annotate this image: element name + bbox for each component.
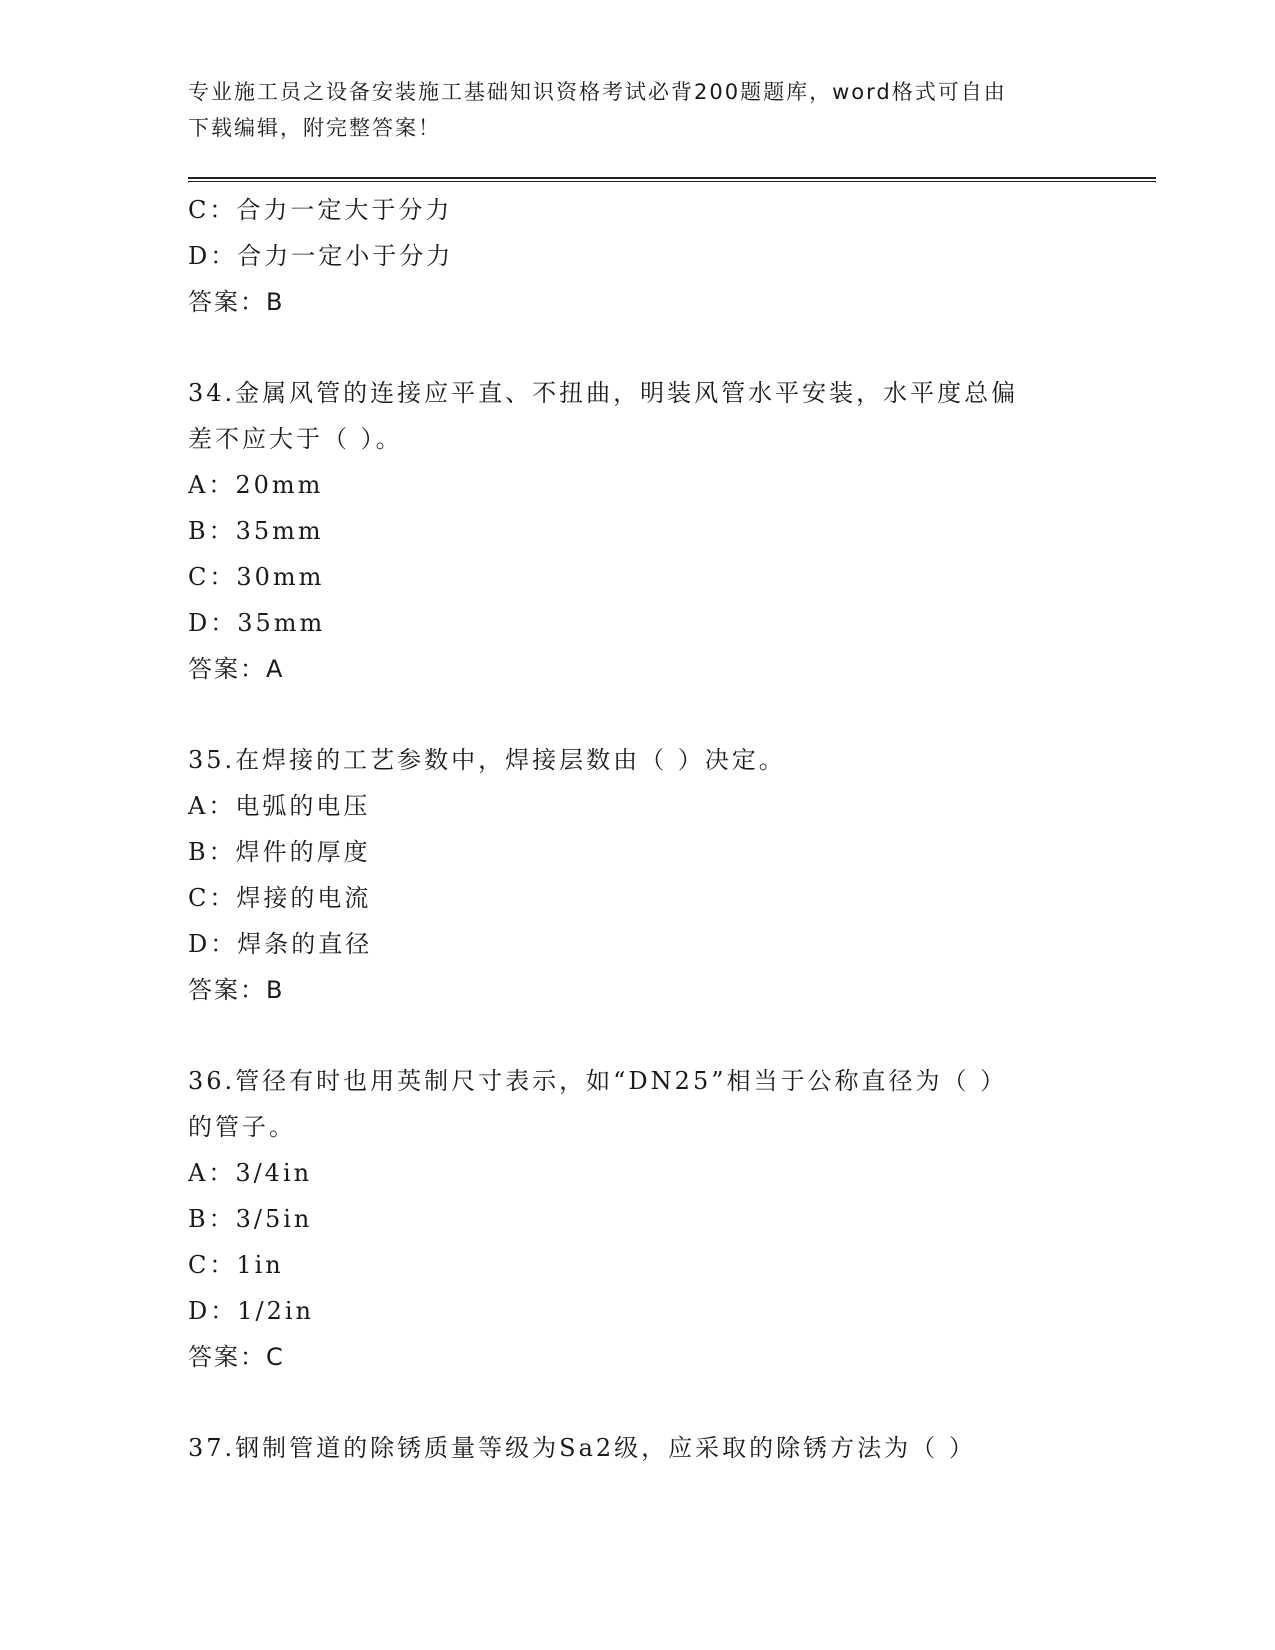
- header-title-line-1: 专业施工员之设备安装施工基础知识资格考试必背200题题库，word格式可自由: [188, 80, 1007, 104]
- option-c: C：30mm: [188, 563, 325, 591]
- option-a: A：3/4in: [188, 1159, 313, 1187]
- question-stem: 35.在焊接的工艺参数中，焊接层数由（ ）决定。: [188, 746, 786, 774]
- option-b: B：35mm: [188, 517, 324, 545]
- spacer: [188, 1013, 1088, 1058]
- option-d: D：1/2in: [188, 1297, 314, 1325]
- option-c: C：1in: [188, 1251, 284, 1279]
- question-34: [188, 370, 1088, 692]
- question-list: [188, 187, 1088, 1471]
- option-a: A：电弧的电压: [188, 792, 371, 820]
- document-header: [188, 74, 1088, 146]
- answer: 答案：A: [188, 655, 285, 683]
- answer: 答案：C: [188, 1343, 285, 1371]
- question-37: [188, 1425, 1088, 1471]
- spacer: [188, 1380, 1088, 1425]
- option-b: B：焊件的厚度: [188, 838, 371, 866]
- spacer: [188, 692, 1088, 737]
- question-stem: 37.钢制管道的除锈质量等级为Sa2级，应采取的除锈方法为（ ）: [188, 1434, 976, 1462]
- header-divider: [188, 177, 1156, 182]
- option-d: D：35mm: [188, 609, 326, 637]
- question-33: [188, 187, 1088, 325]
- header-title-line-2: 下载编辑，附完整答案！: [188, 116, 441, 140]
- answer: 答案：B: [188, 288, 285, 316]
- option-d: D：焊条的直径: [188, 930, 373, 958]
- question-stem: 34.金属风管的连接应平直、不扭曲，明装风管水平安装，水平度总偏: [188, 379, 1019, 407]
- spacer: [188, 325, 1088, 370]
- question-stem-continued: 的管子。: [188, 1113, 296, 1141]
- question-36: [188, 1058, 1088, 1380]
- question-stem: 36.管径有时也用英制尺寸表示，如“DN25”相当于公称直径为（ ）: [188, 1067, 1008, 1095]
- option-b: B：3/5in: [188, 1205, 313, 1233]
- option-c: C：合力一定大于分力: [188, 196, 453, 224]
- option-c: C：焊接的电流: [188, 884, 372, 912]
- question-35: [188, 737, 1088, 1013]
- answer: 答案：B: [188, 976, 285, 1004]
- question-stem-continued: 差不应大于（ ）。: [188, 425, 403, 453]
- option-d: D：合力一定小于分力: [188, 242, 454, 270]
- option-a: A：20mm: [188, 471, 324, 499]
